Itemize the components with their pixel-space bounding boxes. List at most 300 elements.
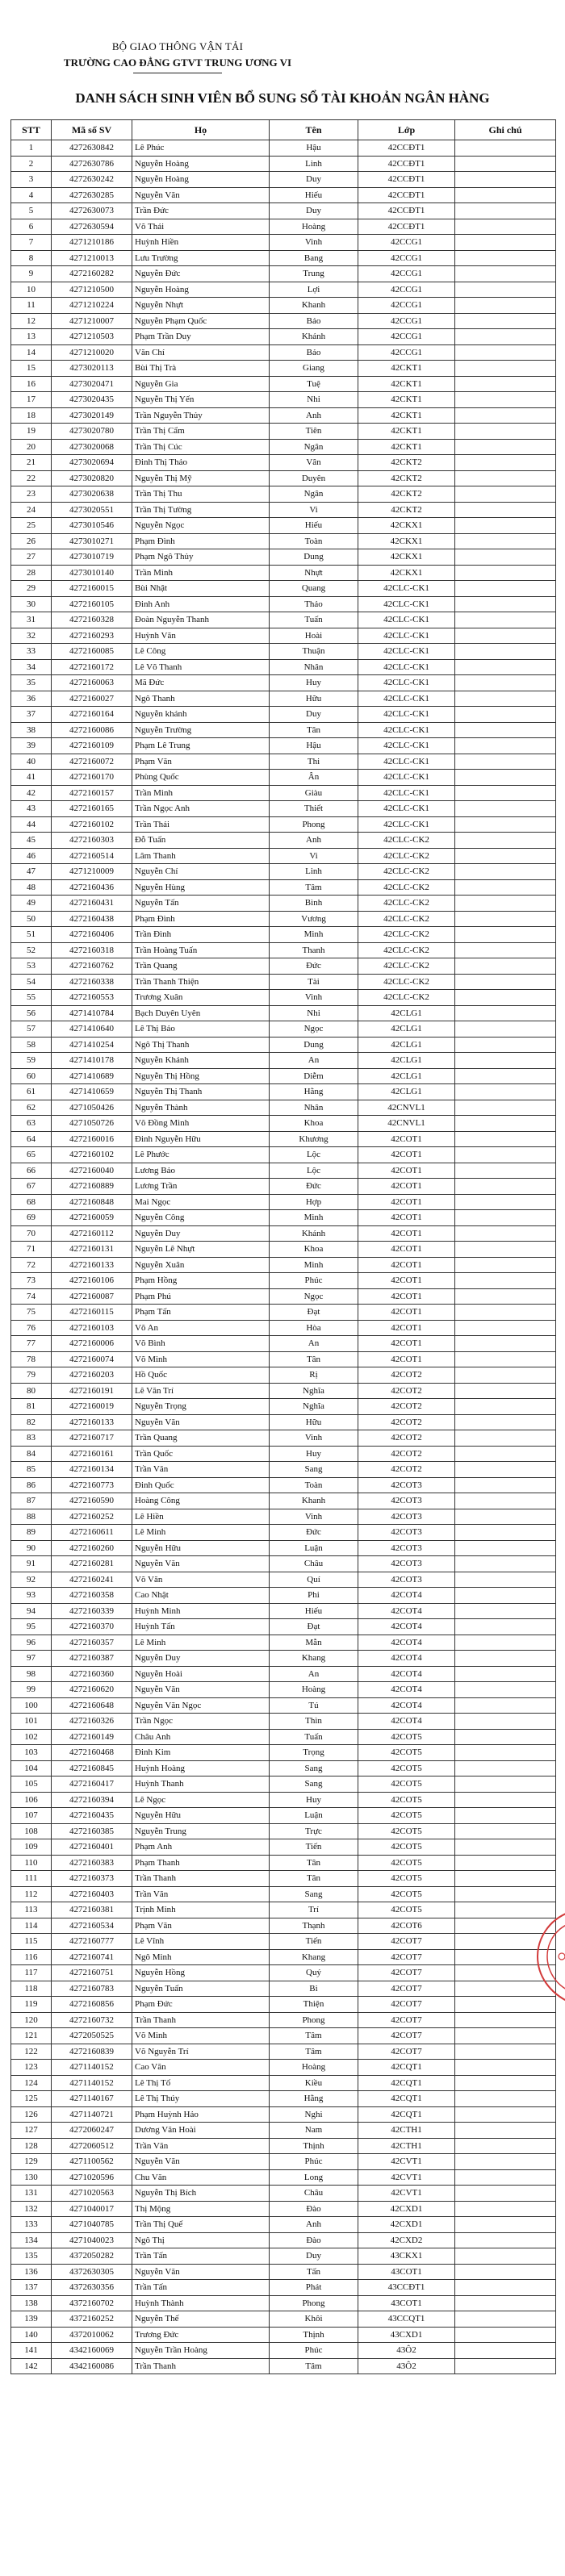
row-class: 42COT4 [358, 1697, 455, 1714]
row-note [455, 675, 556, 691]
row-last-name: Mã Đức [132, 675, 270, 691]
row-note [455, 848, 556, 864]
row-class: 42CKX1 [358, 518, 455, 534]
row-last-name: Văn Chí [132, 344, 270, 361]
row-note [455, 722, 556, 738]
row-note [455, 1242, 556, 1258]
row-note [455, 896, 556, 912]
row-stt: 110 [11, 1855, 52, 1871]
row-stt: 137 [11, 2280, 52, 2296]
row-first-name: Minh [270, 1257, 358, 1273]
row-stt: 105 [11, 1776, 52, 1793]
row-student-id: 4272160839 [52, 2044, 132, 2060]
row-note [455, 879, 556, 896]
row-student-id: 4272630242 [52, 172, 132, 188]
row-student-id: 4271210503 [52, 329, 132, 345]
row-stt: 90 [11, 1540, 52, 1556]
row-stt: 2 [11, 156, 52, 172]
row-first-name: Thìn [270, 1714, 358, 1730]
row-note [455, 644, 556, 660]
row-note [455, 1776, 556, 1793]
table-row [11, 1509, 556, 1525]
row-last-name: Trần Minh [132, 565, 270, 581]
row-class: 42COT3 [358, 1509, 455, 1525]
row-first-name: Ngọc [270, 1288, 358, 1305]
row-class: 42CCĐT1 [358, 140, 455, 157]
row-note [455, 1210, 556, 1226]
row-student-id: 4271050726 [52, 1116, 132, 1132]
table-row [11, 1666, 556, 1682]
row-class: 42COT5 [358, 1839, 455, 1856]
row-stt: 68 [11, 1194, 52, 1210]
row-first-name: Anh [270, 833, 358, 849]
row-first-name: Hằng [270, 2091, 358, 2107]
row-stt: 107 [11, 1808, 52, 1824]
header-last-name: Họ [132, 120, 270, 140]
table-row [11, 1635, 556, 1651]
row-first-name: Đào [270, 2232, 358, 2248]
row-last-name: Trần Thị Cẩm [132, 424, 270, 440]
row-class: 42COT2 [358, 1462, 455, 1478]
row-class: 42CLG1 [358, 1037, 455, 1053]
row-first-name: Minh [270, 927, 358, 943]
row-class: 42CCG1 [358, 329, 455, 345]
row-class: 42CLC-CK1 [358, 722, 455, 738]
row-stt: 66 [11, 1163, 52, 1179]
row-student-id: 4272160103 [52, 1320, 132, 1336]
table-row [11, 2327, 556, 2343]
row-student-id: 4271020563 [52, 2186, 132, 2202]
row-class: 42CQT1 [358, 2106, 455, 2123]
table-row [11, 2295, 556, 2311]
row-note [455, 707, 556, 723]
row-student-id: 4272160381 [52, 1902, 132, 1918]
table-row [11, 1651, 556, 1667]
row-first-name: Luận [270, 1808, 358, 1824]
table-row [11, 1839, 556, 1856]
table-row [11, 1383, 556, 1399]
table-row [11, 1037, 556, 1053]
row-student-id: 4272060512 [52, 2138, 132, 2154]
table-row [11, 833, 556, 849]
row-first-name: Nhân [270, 1100, 358, 1116]
row-first-name: Minh [270, 1210, 358, 1226]
row-last-name: Trần Văn [132, 2138, 270, 2154]
row-last-name: Nguyễn Hồng [132, 1965, 270, 1981]
row-stt: 109 [11, 1839, 52, 1856]
table-row [11, 407, 556, 424]
row-stt: 132 [11, 2201, 52, 2217]
row-first-name: Khanh [270, 298, 358, 314]
row-stt: 10 [11, 282, 52, 298]
row-class: 42COT7 [358, 2044, 455, 2060]
table-row [11, 1273, 556, 1289]
row-note [455, 1305, 556, 1321]
row-first-name: Đức [270, 958, 358, 975]
row-student-id: 4272160762 [52, 958, 132, 975]
row-student-id: 4271140721 [52, 2106, 132, 2123]
row-first-name: Nghĩa [270, 1399, 358, 1415]
row-note [455, 833, 556, 849]
row-first-name: Lợi [270, 282, 358, 298]
row-first-name: Thảo [270, 596, 358, 612]
row-note [455, 2248, 556, 2265]
row-stt: 88 [11, 1509, 52, 1525]
row-student-id: 4272160133 [52, 1414, 132, 1430]
table-row [11, 864, 556, 880]
table-row [11, 1776, 556, 1793]
row-student-id: 4272160435 [52, 1808, 132, 1824]
row-student-id: 4272160106 [52, 1273, 132, 1289]
row-last-name: Cao Nhật [132, 1588, 270, 1604]
table-row [11, 1682, 556, 1698]
row-student-id: 4372050282 [52, 2248, 132, 2265]
row-note [455, 1588, 556, 1604]
table-row [11, 313, 556, 329]
row-first-name: Hậu [270, 738, 358, 754]
row-student-id: 4273020113 [52, 361, 132, 377]
row-stt: 104 [11, 1760, 52, 1776]
row-note [455, 1682, 556, 1698]
row-note [455, 1037, 556, 1053]
table-row [11, 1414, 556, 1430]
table-row [11, 1871, 556, 1887]
row-class: 42COT1 [358, 1163, 455, 1179]
row-first-name: Vinh [270, 1430, 358, 1447]
row-first-name: Long [270, 2169, 358, 2186]
row-stt: 18 [11, 407, 52, 424]
row-note [455, 612, 556, 628]
row-last-name: Nguyễn Ngọc [132, 518, 270, 534]
row-first-name: An [270, 1053, 358, 1069]
row-first-name: Bình [270, 896, 358, 912]
row-first-name: Bảo [270, 344, 358, 361]
table-row [11, 1493, 556, 1509]
row-last-name: Lâm Thanh [132, 848, 270, 864]
row-note [455, 2138, 556, 2154]
row-note [455, 203, 556, 219]
row-first-name: Nghĩa [270, 1383, 358, 1399]
row-class: 42CLC-CK2 [358, 974, 455, 990]
row-stt: 75 [11, 1305, 52, 1321]
row-note [455, 313, 556, 329]
row-last-name: Huỳnh Tấn [132, 1619, 270, 1635]
table-row [11, 1886, 556, 1902]
row-note [455, 958, 556, 975]
table-row [11, 2232, 556, 2248]
row-first-name: Phúc [270, 1273, 358, 1289]
row-student-id: 4273020551 [52, 502, 132, 518]
row-last-name: Lê Võ Thanh [132, 659, 270, 675]
row-stt: 118 [11, 1981, 52, 1997]
row-first-name: Khánh [270, 1225, 358, 1242]
row-stt: 34 [11, 659, 52, 675]
table-row [11, 2106, 556, 2123]
row-note [455, 282, 556, 298]
row-first-name: Giàu [270, 785, 358, 801]
row-student-id: 4272160370 [52, 1619, 132, 1635]
row-student-id: 4273020068 [52, 439, 132, 455]
row-last-name: Mai Ngọc [132, 1194, 270, 1210]
row-stt: 92 [11, 1572, 52, 1588]
row-last-name: Bạch Duyên Uyên [132, 1005, 270, 1021]
row-class: 42CXD1 [358, 2201, 455, 2217]
row-first-name: Hòa [270, 1320, 358, 1336]
row-student-id: 4272160063 [52, 675, 132, 691]
row-first-name: Trực [270, 1823, 358, 1839]
row-first-name: Lộc [270, 1163, 358, 1179]
row-stt: 15 [11, 361, 52, 377]
row-note [455, 2154, 556, 2170]
row-first-name: Huy [270, 1792, 358, 1808]
row-stt: 69 [11, 1210, 52, 1226]
row-note [455, 1179, 556, 1195]
row-stt: 32 [11, 628, 52, 644]
row-stt: 21 [11, 455, 52, 471]
row-stt: 111 [11, 1871, 52, 1887]
row-first-name: Tấn [270, 2264, 358, 2280]
table-row [11, 2264, 556, 2280]
row-last-name: Võ Minh [132, 2028, 270, 2044]
row-note [455, 1760, 556, 1776]
row-last-name: Ngô Minh [132, 1949, 270, 1965]
row-first-name: Luận [270, 1540, 358, 1556]
row-class: 42CLC-CK2 [358, 911, 455, 927]
row-last-name: Trần Đình [132, 927, 270, 943]
row-student-id: 4271410640 [52, 1021, 132, 1037]
row-last-name: Phạm Đình [132, 533, 270, 549]
row-class: 42CKX1 [358, 565, 455, 581]
row-last-name: Huỳnh Văn [132, 628, 270, 644]
row-stt: 97 [11, 1651, 52, 1667]
row-class: 42CLC-CK1 [358, 659, 455, 675]
row-class: 42CLC-CK1 [358, 707, 455, 723]
row-note [455, 1021, 556, 1037]
row-stt: 60 [11, 1068, 52, 1084]
row-note [455, 1949, 556, 1965]
table-row [11, 1462, 556, 1478]
row-first-name: Thiện [270, 1997, 358, 2013]
row-last-name: Trần Thái [132, 816, 270, 833]
row-class: 42COT2 [358, 1446, 455, 1462]
row-class: 42COT5 [358, 1886, 455, 1902]
row-last-name: Phạm Văn [132, 1918, 270, 1934]
row-note [455, 1430, 556, 1447]
row-student-id: 4272160102 [52, 816, 132, 833]
row-note [455, 2106, 556, 2123]
row-note [455, 816, 556, 833]
row-note [455, 2327, 556, 2343]
table-header-row [11, 120, 556, 140]
row-class: 42CCĐT1 [358, 172, 455, 188]
row-last-name: Huỳnh Thanh [132, 1776, 270, 1793]
row-last-name: Trần Thanh Thiện [132, 974, 270, 990]
row-first-name: Trí [270, 1902, 358, 1918]
row-stt: 55 [11, 990, 52, 1006]
row-class: 42COT3 [358, 1572, 455, 1588]
row-class: 42CLG1 [358, 1005, 455, 1021]
row-student-id: 4272160783 [52, 1981, 132, 1997]
row-note [455, 2012, 556, 2028]
row-stt: 134 [11, 2232, 52, 2248]
table-row [11, 1540, 556, 1556]
row-note [455, 235, 556, 251]
row-last-name: Lê Minh [132, 1635, 270, 1651]
row-class: 42CCĐT1 [358, 203, 455, 219]
row-student-id: 4272060247 [52, 2123, 132, 2139]
row-stt: 14 [11, 344, 52, 361]
row-student-id: 4273020820 [52, 470, 132, 486]
row-class: 42COT1 [358, 1273, 455, 1289]
row-stt: 20 [11, 439, 52, 455]
row-first-name: Duy [270, 2248, 358, 2265]
row-stt: 91 [11, 1556, 52, 1572]
row-student-id: 4272160357 [52, 1635, 132, 1651]
table-row [11, 1572, 556, 1588]
table-row [11, 1320, 556, 1336]
row-stt: 37 [11, 707, 52, 723]
row-student-id: 4272160134 [52, 1462, 132, 1478]
row-note [455, 1163, 556, 1179]
table-row [11, 1288, 556, 1305]
row-student-id: 4271040017 [52, 2201, 132, 2217]
row-stt: 133 [11, 2217, 52, 2233]
row-last-name: Lê Ngọc [132, 1792, 270, 1808]
table-body [11, 140, 556, 2374]
row-first-name: Thiết [270, 801, 358, 817]
row-note [455, 2311, 556, 2328]
row-last-name: Lương Trần [132, 1179, 270, 1195]
row-first-name: Tài [270, 974, 358, 990]
row-stt: 1 [11, 140, 52, 157]
row-student-id: 4272160856 [52, 1997, 132, 2013]
row-note [455, 1619, 556, 1635]
row-first-name: Linh [270, 156, 358, 172]
row-class: 42CLC-CK1 [358, 691, 455, 707]
row-class: 42CLC-CK2 [358, 942, 455, 958]
row-student-id: 4372630356 [52, 2280, 132, 2296]
row-note [455, 407, 556, 424]
row-stt: 7 [11, 235, 52, 251]
row-first-name: Tú [270, 1697, 358, 1714]
row-last-name: Võ An [132, 1320, 270, 1336]
row-first-name: Đào [270, 2201, 358, 2217]
row-class: 42COT1 [358, 1131, 455, 1147]
table-row [11, 2217, 556, 2233]
row-first-name: Đức [270, 1179, 358, 1195]
row-class: 42CTH1 [358, 2123, 455, 2139]
row-last-name: Nguyễn Chí [132, 864, 270, 880]
row-student-id: 4272630786 [52, 156, 132, 172]
row-first-name: Nhân [270, 659, 358, 675]
row-note [455, 864, 556, 880]
row-stt: 125 [11, 2091, 52, 2107]
row-first-name: Vân [270, 455, 358, 471]
table-row [11, 879, 556, 896]
row-first-name: Tâm [270, 2028, 358, 2044]
row-first-name: Thạnh [270, 1918, 358, 1934]
row-note [455, 2060, 556, 2076]
row-first-name: An [270, 1666, 358, 1682]
row-first-name: Phong [270, 2295, 358, 2311]
row-stt: 70 [11, 1225, 52, 1242]
table-row [11, 329, 556, 345]
row-class: 42CCG1 [358, 250, 455, 266]
row-stt: 124 [11, 2075, 52, 2091]
row-student-id: 4272160085 [52, 644, 132, 660]
row-stt: 45 [11, 833, 52, 849]
row-student-id: 4272160553 [52, 990, 132, 1006]
row-student-id: 4272160172 [52, 659, 132, 675]
row-class: 42COT7 [358, 1997, 455, 2013]
table-row [11, 2123, 556, 2139]
row-class: 42CLC-CK1 [358, 612, 455, 628]
row-first-name: Khang [270, 1949, 358, 1965]
row-stt: 94 [11, 1603, 52, 1619]
row-stt: 51 [11, 927, 52, 943]
row-student-id: 4272160401 [52, 1839, 132, 1856]
row-student-id: 4272630285 [52, 187, 132, 203]
row-first-name: Anh [270, 407, 358, 424]
row-last-name: Lê Thị Thúy [132, 2091, 270, 2107]
row-note [455, 502, 556, 518]
row-class: 42CLC-CK1 [358, 816, 455, 833]
row-last-name: Phạm Đình [132, 911, 270, 927]
row-class: 42COT1 [358, 1336, 455, 1352]
row-note [455, 785, 556, 801]
table-row [11, 848, 556, 864]
row-stt: 120 [11, 2012, 52, 2028]
table-row [11, 785, 556, 801]
row-last-name: Ngô Thị [132, 2232, 270, 2248]
row-student-id: 4271210013 [52, 250, 132, 266]
row-last-name: Trần Thị Quế [132, 2217, 270, 2233]
table-row [11, 298, 556, 314]
row-first-name: Hữu [270, 691, 358, 707]
row-student-id: 4342160069 [52, 2343, 132, 2359]
row-note [455, 801, 556, 817]
row-last-name: Nguyễn Đức [132, 266, 270, 282]
row-student-id: 4273020435 [52, 392, 132, 408]
header-student-id: Mã số SV [52, 120, 132, 140]
row-note [455, 1823, 556, 1839]
row-note [455, 2264, 556, 2280]
row-first-name: Vi [270, 848, 358, 864]
row-student-id: 4272160131 [52, 1242, 132, 1258]
row-student-id: 4272160281 [52, 1556, 132, 1572]
row-student-id: 4272160252 [52, 1509, 132, 1525]
row-note [455, 1194, 556, 1210]
row-last-name: Phạm Văn [132, 754, 270, 770]
row-stt: 17 [11, 392, 52, 408]
row-stt: 42 [11, 785, 52, 801]
row-student-id: 4272050525 [52, 2028, 132, 2044]
row-stt: 80 [11, 1383, 52, 1399]
row-stt: 121 [11, 2028, 52, 2044]
table-row [11, 816, 556, 833]
row-class: 42COT2 [358, 1367, 455, 1384]
row-class: 42COT1 [358, 1242, 455, 1258]
row-note [455, 1273, 556, 1289]
row-stt: 99 [11, 1682, 52, 1698]
row-stt: 13 [11, 329, 52, 345]
row-last-name: Nguyễn khánh [132, 707, 270, 723]
row-student-id: 4272160016 [52, 1131, 132, 1147]
row-student-id: 4273010719 [52, 549, 132, 566]
row-last-name: Lương Bảo [132, 1163, 270, 1179]
table-row [11, 219, 556, 235]
row-student-id: 4271140152 [52, 2075, 132, 2091]
